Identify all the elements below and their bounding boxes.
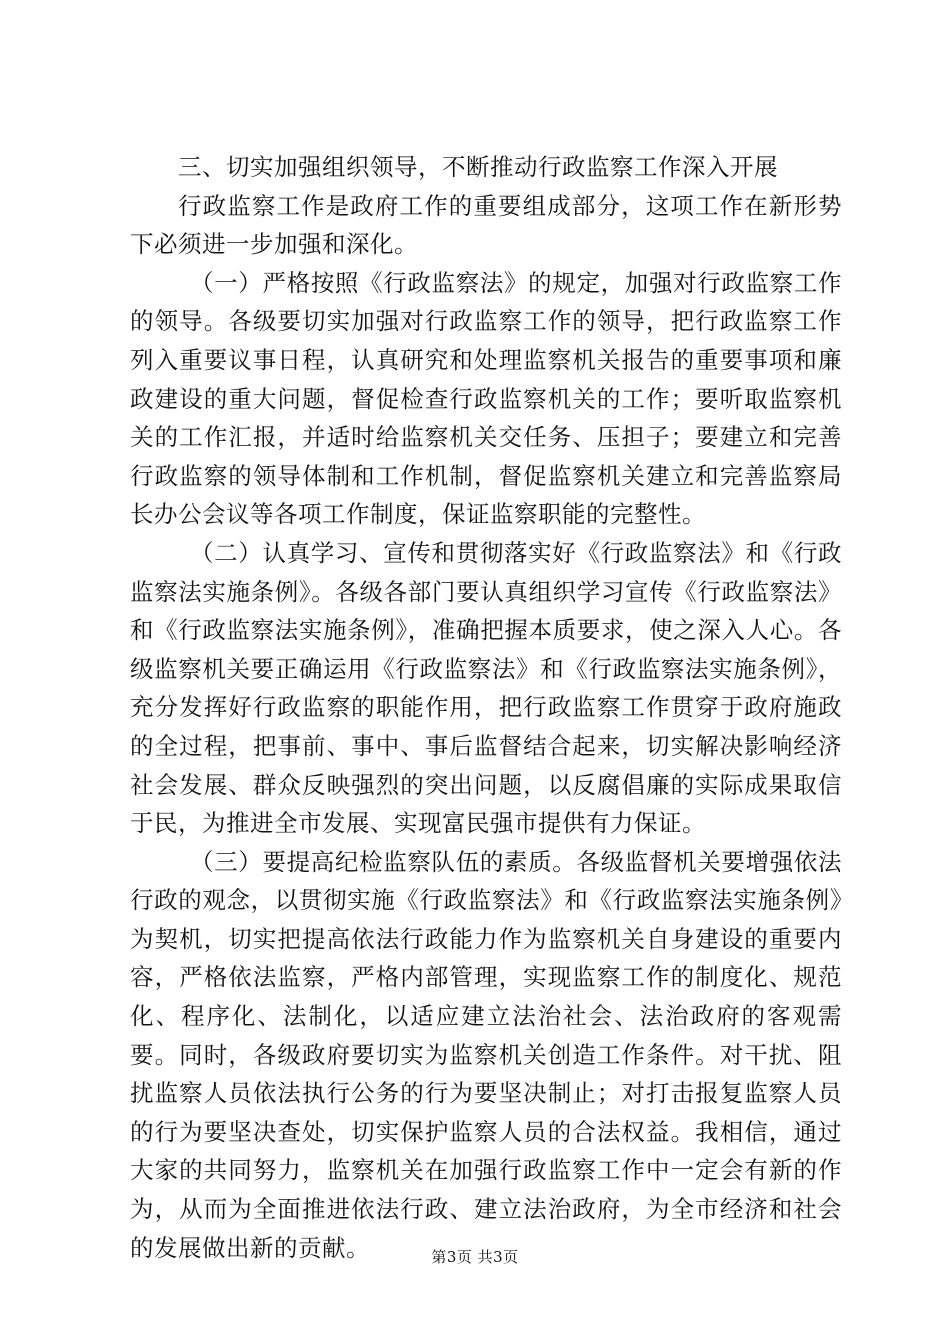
section-heading: 三、切实加强组织领导，不断推动行政监察工作深入开展 <box>178 153 778 181</box>
paragraph-item-2: （二）认真学习、宣传和贯彻落实好《行政监察法》和《行政监察法实施条例》。各级各部门要认真组织学习宣传《行政监察法》和《行政监察法实施条例》，准确把握本质要求，使之深入人心。各级监察机关要正确运用《行政监察法》和《行政监察法实施条例》，充分发挥好行政监察的职能作用，把行政监察工作贯穿于政府施政的全过程，把事前、事中、事后监督结合起来，切实解决影响经济社会发展、群众反映强烈的突出问题，以反腐倡廉的实际成果取信于民，为推进全市发展、实现富民强市提供有力保证。 <box>130 538 842 838</box>
paragraph-item-3: （三）要提高纪检监察队伍的素质。各级监督机关要增强依法行政的观念，以贯彻实施《行政监察法》和《行政监察法实施条例》为契机，切实把提高依法行政能力作为监察机关自身建设的重要内容，严格依法监察，严格内部管理，实现监察工作的制度化、规范化、程序化、法制化，以适应建立法治社会、法治政府的客观需要。同时，各级政府要切实为监察机关创造工作条件。对干扰、阻扰监察人员依法执行公务的行为要坚决制止；对打击报复监察人员的行为要坚决查处，切实保护监察人员的合法权益。我相信，通过大家的共同努力，监察机关在加强行政监察工作中一定会有新的作为，从而为全面推进依法行政、建立法治政府，为全市经济和社会的发展做出新的贡献。 <box>130 847 842 1262</box>
paragraph-intro: 行政监察工作是政府工作的重要组成部分，这项工作在新形势下必须进一步加强和深化。 <box>130 191 842 259</box>
page-number-footer: 第3页 共3页 <box>431 1248 519 1266</box>
paragraph-item-1: （一）严格按照《行政监察法》的规定，加强对行政监察工作的领导。各级要切实加强对行政监察工作的领导，把行政监察工作列入重要议事日程，认真研究和处理监察机关报告的重要事项和廉政建设的重大问题，督促检查行政监察机关的工作；要听取监察机关的工作汇报，并适时给监察机关交任务、压担子；要建立和完善行政监察的领导体制和工作机制，督促监察机关建立和完善监察局长办公会议等各项工作制度，保证监察职能的完整性。 <box>130 268 842 529</box>
document-body <box>130 148 842 1267</box>
